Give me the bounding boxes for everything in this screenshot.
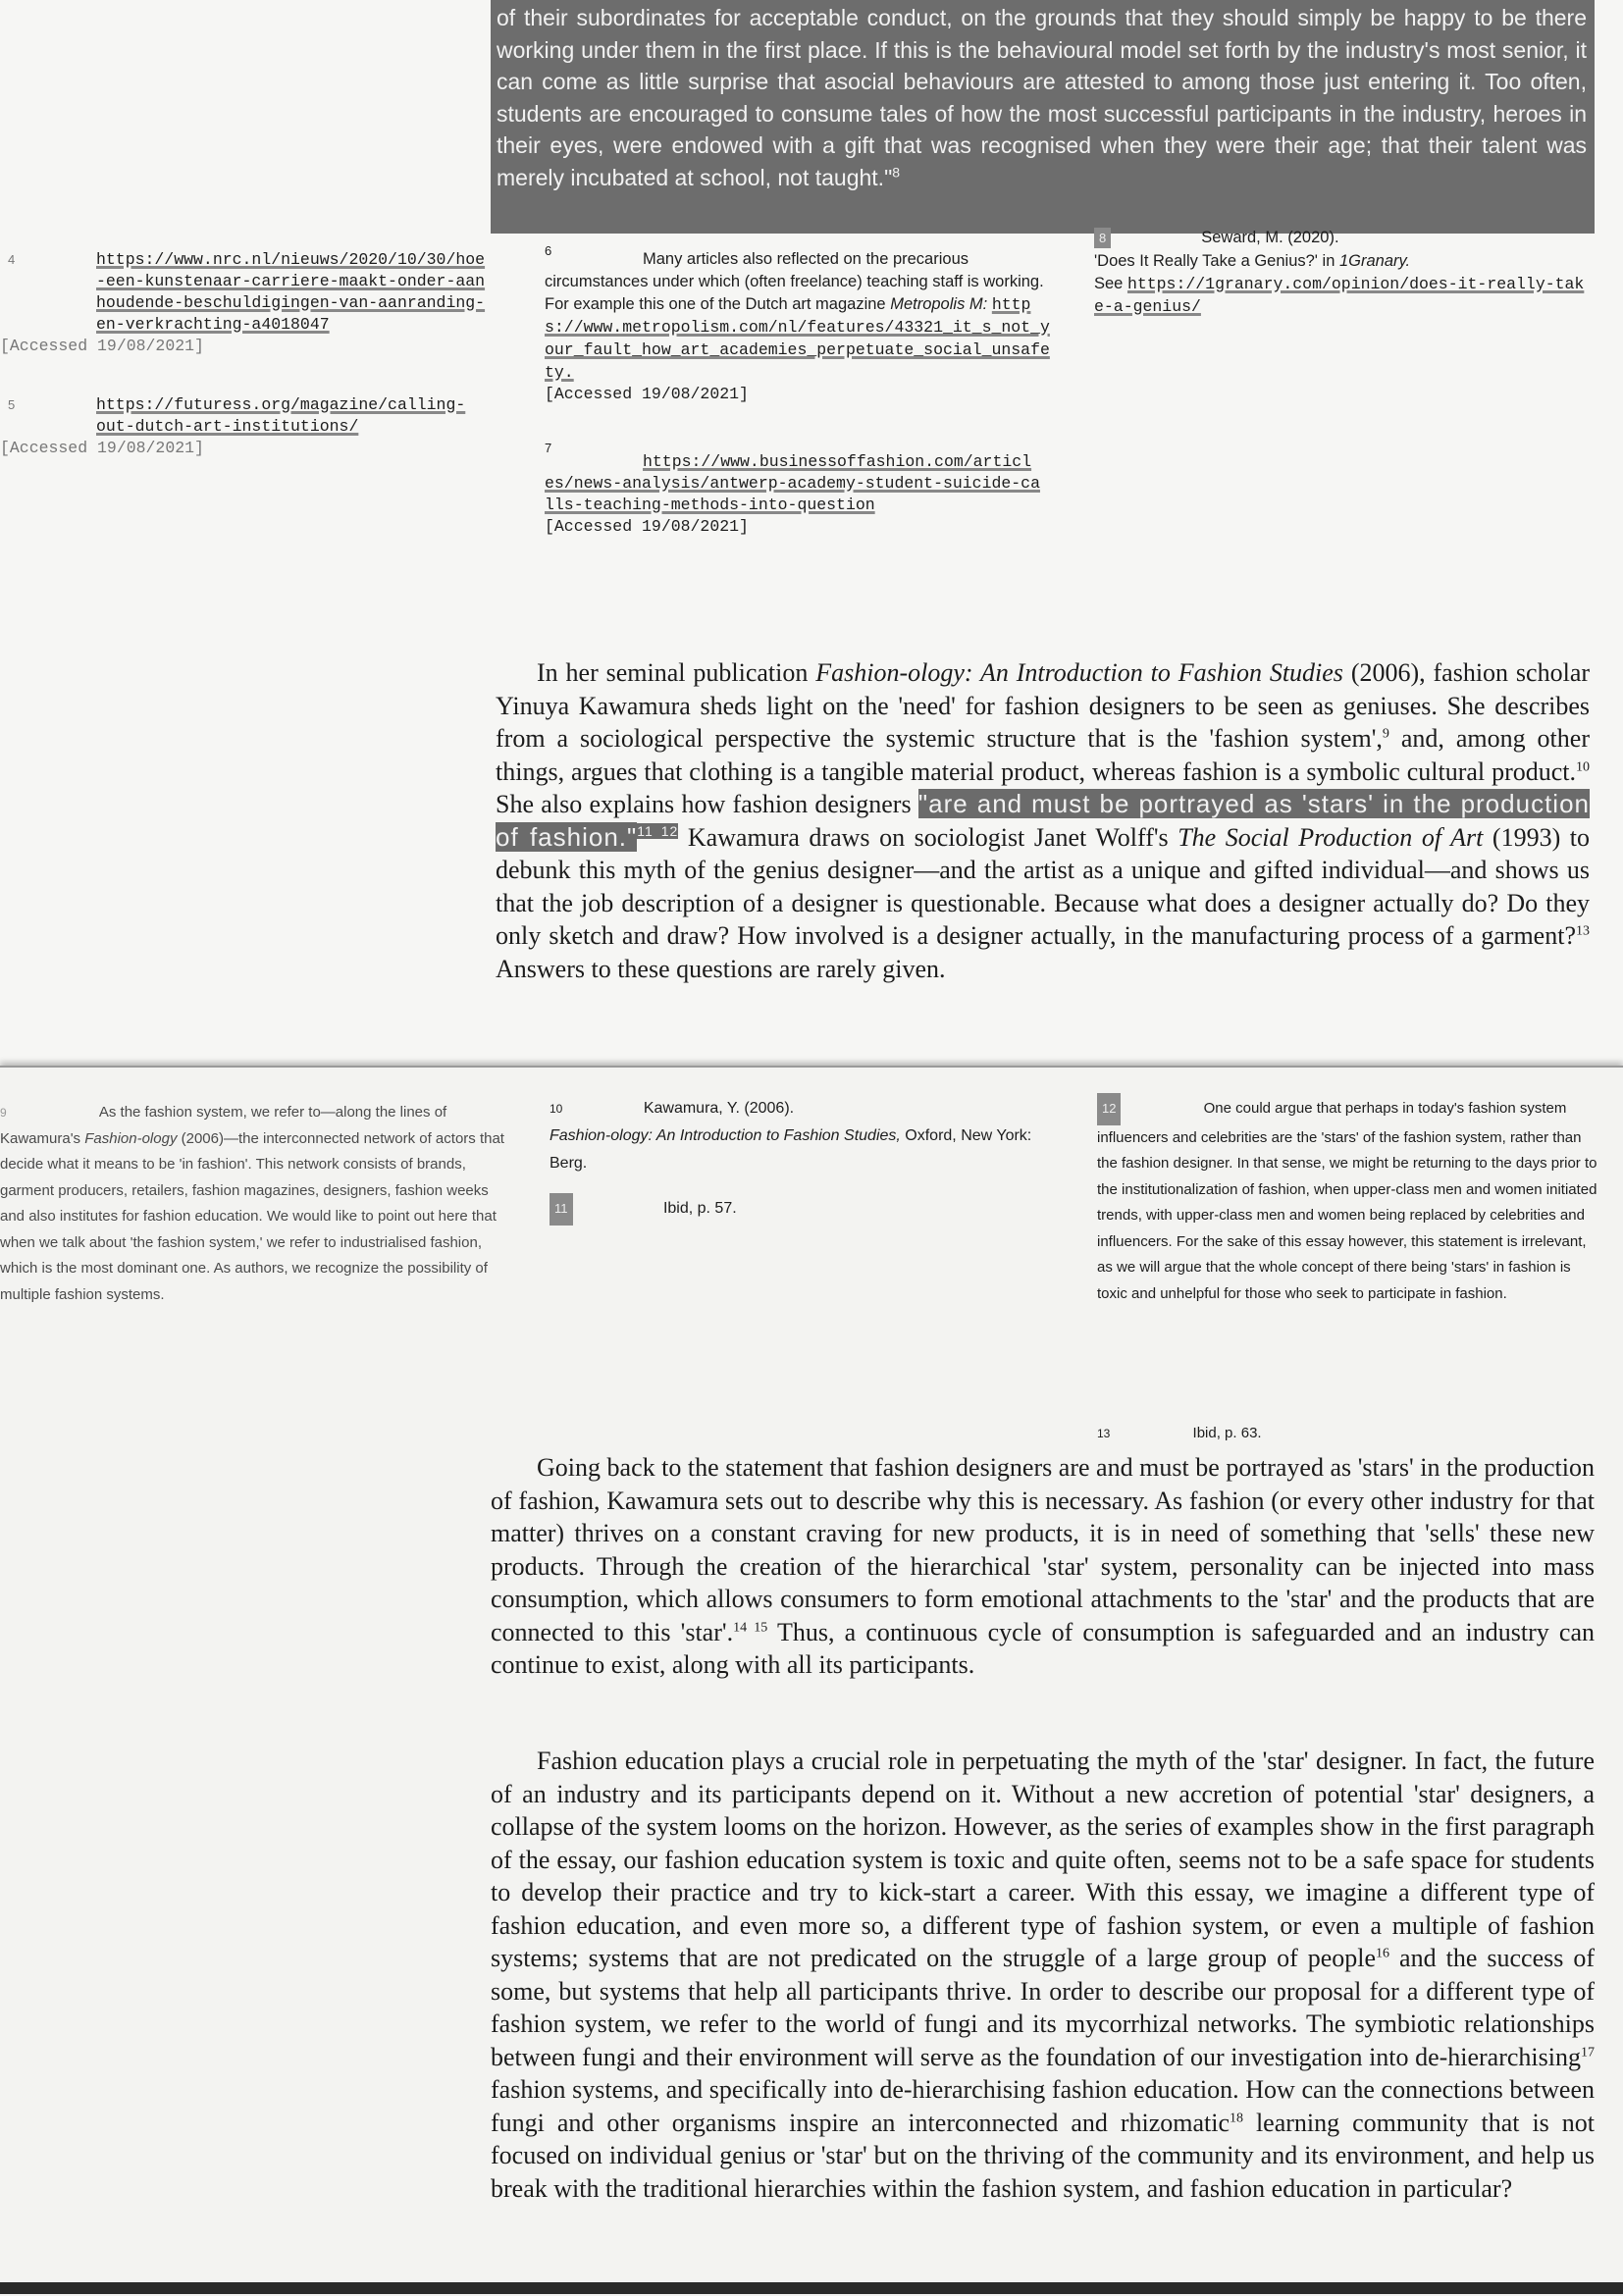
footnote-12 (1097, 1093, 1597, 1307)
body-paragraph-1: In her seminal publication Fashion-ology: An Introduction to Fashion Studies (2006), fashion scholar Yinuya Kawamura sheds light on the 'need' for fashion designers to be seen as geniuses. She describes from a sociological perspective the systemic structure that is the 'fashion system',$^9$ and, among other things, argues that clothing is a tangible material product, whereas fashion is a symbolic cultural product.$^{10}$ She also explains how fashion designers "are and must be portrayed as 'stars' in the production of fashion."$^{11 12}$ Kawamura draws on sociologist Janet Wolff's The Social Production of Art (1993) to debunk this myth of the genius designer—and the artist as a unique and gifted individual—and shows us that the job description of a designer is questionable. Because what does a designer actually do? Do they only sketch and draw? How involved is a designer actually, in the manufacturing process of a garment?$^{13}$ Answers to these questions are rarely given. (496, 658, 1591, 983)
footnote-text: Many articles also reflected on the precarious circumstances under which (often freelance) teaching staff is working. For example this one of the Dutch art magazine (545, 250, 1044, 313)
footnote-11 (550, 1193, 942, 1226)
highlighted-quote (491, 0, 1595, 234)
footnote-link[interactable]: https://futuress.org/magazine/calling-out-dutch-art-institutions/ (96, 395, 466, 436)
lower-page (0, 1066, 1623, 2296)
footnote-link[interactable]: https://1granary.com/opinion/does-it-really-take-a-genius/ (1094, 275, 1585, 316)
footnote-link[interactable]: https://www.metropolism.com/nl/features/43321_it_s_not_your_fault_how_art_academies_perpetuate_social_unsafety. (545, 295, 1050, 382)
footnote-ref-8[interactable]: 8 (892, 163, 901, 180)
upper-page (0, 0, 1623, 1060)
footnote-number: 5 (8, 397, 16, 412)
footnote-8 (1094, 228, 1585, 318)
magazine-name: Metropolis M: (890, 295, 988, 313)
footnote-4 (0, 249, 491, 357)
body-paragraph-2: Going back to the statement that fashion designers are and must be portrayed as 'stars' in the production of fashion, Kawamura sets out to describe why this is necessary. As fashion (or every other industry for that matter) thrives on a constant craving for new products, it is in need of something that 'sells' these new products. Through the creation of the hierarchical 'star' system, personality can be injected into mass consumption, which allows consumers to form emotional attachments to the 'star' and the products that are connected to this 'star'.$^{14 15}$ Thus, a continuous cycle of consumption is safeguarded and an industry can continue to exist, along with all its participants. (491, 1453, 1596, 1679)
footnote-ref-14-15[interactable]: 14 15 (733, 1619, 768, 1635)
footnote-text: One could argue that perhaps in today's fashion system influencers and celebrities are the 'stars' of the fashion system, rather than the fashion designer. In that sense, we might be returning to the days prior to the institutionalization of fashion, when upper-class men and women initiated trends, with upper-class men and women being replaced by celebrities and influencers. For the sake of this essay however, this statement is irrelevant, as we will argue that the whole concept of there being 'stars' in fashion is toxic and unhelpful for those who seek to participate in fashion. (1097, 1100, 1597, 1302)
footnote-text: (2006)—the interconnected network of actors that decide what it means to be 'in fashion'. This network consists of brands, garment producers, retailers, fashion magazines, designers, fashion weeks and also institutes for fashion education. We would like to point out here that when we talk about 'the fashion system,' we refer to industrialised fashion, which is the most dominant one. As authors, we recognize the possibility of multiple fashion systems. (0, 1129, 504, 1303)
scan-edge-shadow (0, 2282, 1623, 2294)
footnote-text: Oxford, New York: Berg. (550, 1127, 1032, 1172)
footnote-number: 10 (550, 1102, 563, 1116)
footnote-7 (545, 438, 1040, 538)
see-label: See (1094, 275, 1124, 292)
book-title: Fashion-ology (84, 1129, 178, 1147)
footnote-number: 7 (545, 441, 552, 455)
footnote-author: Kawamura, Y. (2006). (643, 1100, 795, 1117)
footnote-link[interactable]: https://www.businessoffashion.com/articles/news-analysis/antwerp-academy-student-suicide-calls-teaching-methods-into-question (545, 452, 1040, 514)
footnote-link[interactable]: https://www.nrc.nl/nieuws/2020/10/30/hoe-een-kunstenaar-carriere-maakt-onder-aanhoudende-beschuldigingen-van-aanranding-en-verkrachting-a4018047 (96, 250, 486, 334)
footnote-text: Ibid, p. 57. (662, 1200, 737, 1217)
footnote-venue: 1Granary. (1338, 252, 1411, 270)
footnote-number: 8 (1094, 228, 1111, 248)
footnote-number: 13 (1097, 1427, 1111, 1440)
accessed-date: [Accessed 19/08/2021] (545, 517, 749, 536)
footnote-number: 12 (1097, 1093, 1121, 1125)
footnote-text: As the fashion system, we refer to—along the lines of Kawamura's (0, 1104, 447, 1147)
book-title: The Social Production of Art (1178, 822, 1484, 852)
book-title: Fashion-ology: An Introduction to Fashion Studies (815, 658, 1343, 687)
footnote-ref-10[interactable]: 10 (1576, 758, 1590, 774)
footnote-ref-11-12[interactable]: 11 12 (637, 822, 679, 839)
footnote-9 (0, 1100, 510, 1308)
body-paragraph-3: Fashion education plays a crucial role in perpetuating the myth of the 'star' designer. In fact, the future of an industry and its participants depend on it. Without a new accretion of potential 'star' designers, a collapse of the system looms on the horizon. However, as the series of examples show in the first paragraph of the essay, our fashion education system is toxic and quite often, seems not to be a safe space for students to develop their practice and try to kick-start a career. With this essay, we imagine a different type of fashion education, and even more so, a different type of fashion system, or even a multiple of fashion systems; systems that are not predicated on the struggle of a large group of people$^{16}$ and the success of some, but systems that help all participants thrive. In order to describe our proposal for a different type of fashion system, we refer to the world of fungi and its mycorrhizal networks. The symbiotic relationships between fungi and their environment will serve as the foundation of our investigation into de-hierarchising$^{17}$ fashion systems, and specifically into de-hierarchising fashion education. How can the connections between fungi and other organisms inspire an interconnected and rhizomatic$^{18}$ learning community that is not focused on individual genius or 'star' but on the thriving of the community and its environment, and help us break with the traditional hierarchies within the fashion system, and fashion education in particular? (491, 1747, 1596, 2203)
footnote-text: Ibid, p. 63. (1192, 1425, 1262, 1441)
footnote-ref-18[interactable]: 18 (1230, 2110, 1243, 2125)
footnote-author: Seward, M. (2020). (1201, 229, 1339, 246)
footnote-title: 'Does It Really Take a Genius?' in (1094, 252, 1335, 270)
footnote-5 (0, 394, 491, 459)
accessed-date: [Accessed 19/08/2021] (545, 385, 749, 403)
footnote-13 (1097, 1421, 1490, 1447)
accessed-date: [Accessed 19/08/2021] (0, 337, 204, 355)
book-title: Fashion-ology: An Introduction to Fashion Studies, (550, 1127, 901, 1144)
highlighted-quote-inline: "are and must be portrayed as 'stars' in the production of fashion." (496, 789, 1590, 852)
footnote-6 (545, 243, 1050, 405)
footnote-number: 9 (0, 1106, 7, 1120)
footnote-number: 6 (545, 243, 552, 258)
footnote-number: 11 (550, 1193, 573, 1226)
footnote-ref-13[interactable]: 13 (1576, 923, 1590, 939)
footnote-ref-17[interactable]: 17 (1581, 2044, 1595, 2060)
accessed-date: [Accessed 19/08/2021] (0, 439, 204, 457)
footnote-10 (550, 1095, 1050, 1177)
footnote-ref-16[interactable]: 16 (1376, 1946, 1390, 1961)
footnote-number: 4 (8, 252, 16, 267)
quote-text: of their subordinates for acceptable conduct, on the grounds that they should simply be happy to be there working under them in the first place. If this is the behavioural model set forth by the industry's most senior, it can come as little surprise that asocial behaviours are attested to among those just entering it. Too often, students are encouraged to consume tales of how the most successful participants in the industry, heroes in their eyes, were endowed with a gift that was recognised when they were their age; that their talent was merely incubated at school, not taught." (497, 5, 1587, 190)
footnote-ref-9[interactable]: 9 (1382, 726, 1389, 742)
